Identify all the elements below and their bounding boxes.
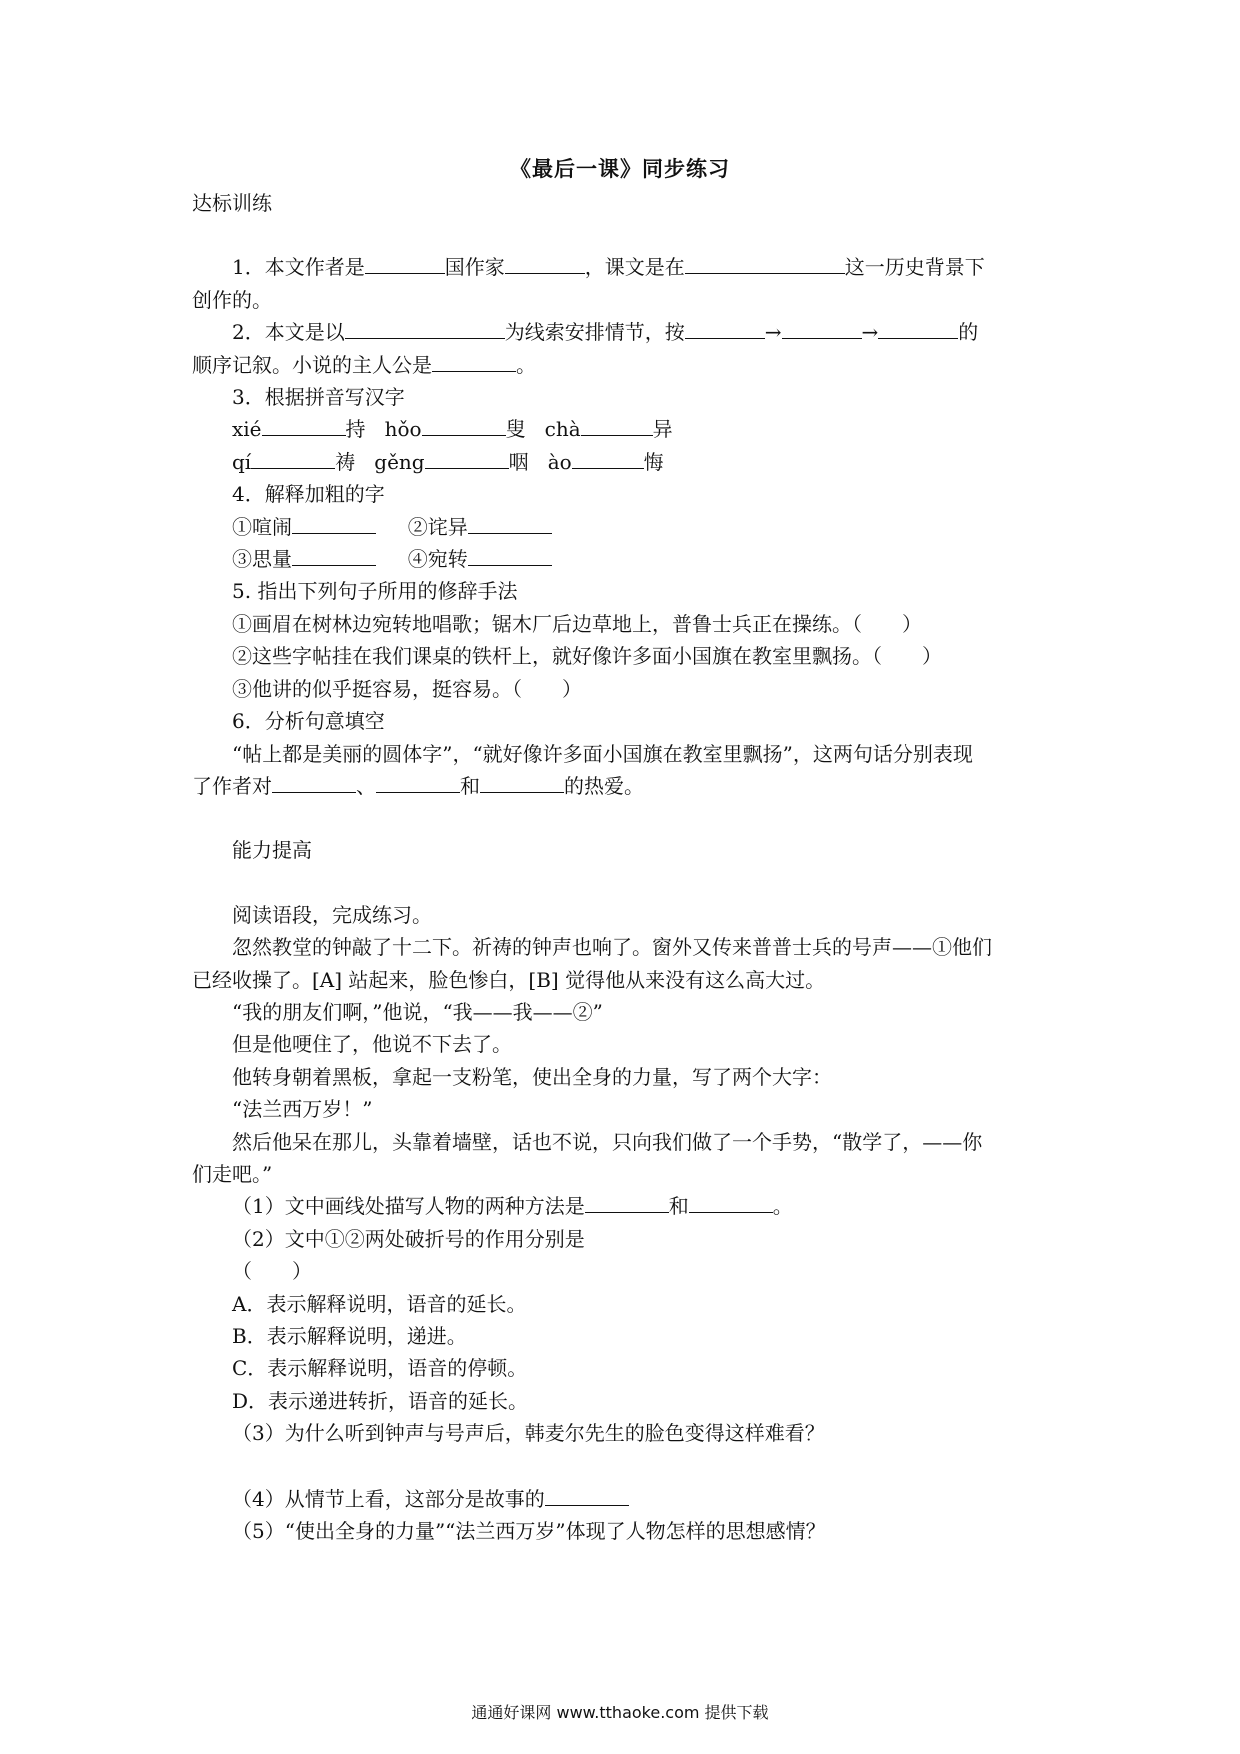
question-6-heading: 6．分析句意填空 bbox=[232, 709, 385, 734]
answer-blank[interactable] bbox=[262, 415, 346, 436]
answer-blank[interactable] bbox=[878, 318, 958, 339]
answer-blank[interactable] bbox=[425, 448, 509, 469]
reading-intro: 阅读语段，完成练习。 bbox=[232, 902, 432, 927]
explain-row-2: ③思量 ④宛转 bbox=[192, 543, 1060, 575]
answer-blank[interactable] bbox=[272, 772, 356, 793]
page-footer: 通通好课网 www.tthaoke.com 提供下载 bbox=[471, 1703, 769, 1722]
answer-blank[interactable] bbox=[505, 253, 585, 274]
question-4-heading: 4．解释加粗的字 bbox=[232, 482, 385, 507]
answer-parentheses[interactable]: （ ） bbox=[232, 1259, 312, 1284]
answer-blank[interactable] bbox=[432, 351, 516, 372]
reading-paragraph: 但是他哽住了，他说不下去了。 bbox=[232, 1032, 512, 1057]
rhetoric-sentence-3: ③他讲的似乎挺容易，挺容易。（ ） bbox=[232, 676, 582, 701]
question-1-continued: 创作的。 bbox=[192, 287, 272, 312]
answer-blank[interactable] bbox=[365, 253, 445, 274]
answer-blank[interactable] bbox=[689, 1192, 773, 1213]
answer-blank[interactable] bbox=[685, 318, 765, 339]
section-heading-advanced: 能力提高 bbox=[232, 838, 312, 863]
page-title: 《最后一课》同步练习 bbox=[510, 156, 730, 181]
answer-blank[interactable] bbox=[251, 448, 335, 469]
pinyin-row-1: xié 持 hǒo 叟 chà 异 bbox=[232, 417, 673, 442]
explain-row-1: ①喧闹 ②诧异 bbox=[192, 511, 1060, 543]
option-c: C．表示解释说明，语音的停顿。 bbox=[232, 1356, 528, 1381]
question-2-continued: 顺序记叙。小说的主人公是 。 bbox=[192, 352, 536, 377]
answer-blank[interactable] bbox=[468, 513, 552, 534]
answer-blank[interactable] bbox=[376, 772, 460, 793]
question-6-text: “帖上都是美丽的圆体字”，“就好像许多面小国旗在教室里飘扬”，这两句话分别表现 bbox=[232, 741, 973, 766]
question-2: 2．本文是以 为线索安排情节，按 → → 的 bbox=[232, 320, 979, 345]
answer-blank[interactable] bbox=[545, 1485, 629, 1506]
answer-blank[interactable] bbox=[685, 253, 845, 274]
answer-blank[interactable] bbox=[572, 448, 644, 469]
sub-question-3: （3）为什么听到钟声与号声后，韩麦尔先生的脸色变得这样难看？ bbox=[232, 1421, 825, 1446]
reading-paragraph-continued: 们走吧。” bbox=[192, 1161, 273, 1186]
reading-paragraph: “法兰西万岁！” bbox=[232, 1097, 373, 1122]
reading-paragraph-continued: 已经收操了。[A] 站起来，脸色惨白，[B] 觉得他从来没有这么高大过。 bbox=[192, 967, 826, 992]
reading-paragraph: 忽然教堂的钟敲了十二下。祈祷的钟声也响了。窗外又传来普普士兵的号声——①他们 bbox=[232, 935, 992, 960]
answer-blank[interactable] bbox=[292, 513, 376, 534]
arrow-icon: → bbox=[861, 320, 879, 345]
answer-blank[interactable] bbox=[292, 545, 376, 566]
answer-blank[interactable] bbox=[782, 318, 862, 339]
answer-blank[interactable] bbox=[422, 415, 506, 436]
answer-blank[interactable] bbox=[585, 1192, 669, 1213]
answer-blank[interactable] bbox=[581, 415, 653, 436]
question-3-heading: 3．根据拼音写汉字 bbox=[232, 385, 405, 410]
answer-blank[interactable] bbox=[345, 318, 505, 339]
sub-question-2: （2）文中①②两处破折号的作用分别是 bbox=[232, 1226, 585, 1251]
rhetoric-sentence-2: ②这些字帖挂在我们课桌的铁杆上，就好像许多面小国旗在教室里飘扬。（ ） bbox=[232, 644, 942, 669]
question-1: 1．本文作者是 国作家 ，课文是在 这一历史背景下 bbox=[232, 255, 985, 280]
option-b: B．表示解释说明，递进。 bbox=[232, 1324, 467, 1348]
sub-question-5: （5）“使出全身的力量”“法兰西万岁”体现了人物怎样的思想感情？ bbox=[232, 1519, 826, 1544]
answer-blank[interactable] bbox=[480, 772, 564, 793]
option-d: D．表示递进转折，语音的延长。 bbox=[232, 1388, 529, 1413]
section-heading-basic: 达标训练 bbox=[192, 191, 272, 215]
pinyin-row-2: qí 祷 gěng 咽 ào 悔 bbox=[232, 449, 664, 474]
rhetoric-sentence-1: ①画眉在树林边宛转地唱歌；锯木厂后边草地上，普鲁士兵正在操练。（ ） bbox=[232, 611, 922, 636]
question-5-heading: 5. 指出下列句子所用的修辞手法 bbox=[232, 579, 518, 604]
reading-paragraph: “我的朋友们啊，”他说，“我——我——②” bbox=[232, 999, 603, 1024]
reading-paragraph: 然后他呆在那儿，头靠着墙壁，话也不说，只向我们做了一个手势，“散学了，——你 bbox=[232, 1129, 983, 1154]
option-a: A．表示解释说明，语音的延长。 bbox=[232, 1291, 527, 1316]
sub-question-1: （1）文中画线处描写人物的两种方法是 和 。 bbox=[232, 1194, 793, 1219]
question-6-continued: 了作者对 、 和 的热爱。 bbox=[192, 773, 644, 798]
arrow-icon: → bbox=[764, 320, 782, 345]
worksheet-body bbox=[192, 187, 1060, 1547]
sub-question-4: （4）从情节上看，这部分是故事的 bbox=[192, 1483, 1060, 1515]
answer-blank[interactable] bbox=[468, 545, 552, 566]
reading-paragraph: 他转身朝着黑板，拿起一支粉笔，使出全身的力量，写了两个大字： bbox=[232, 1064, 832, 1089]
